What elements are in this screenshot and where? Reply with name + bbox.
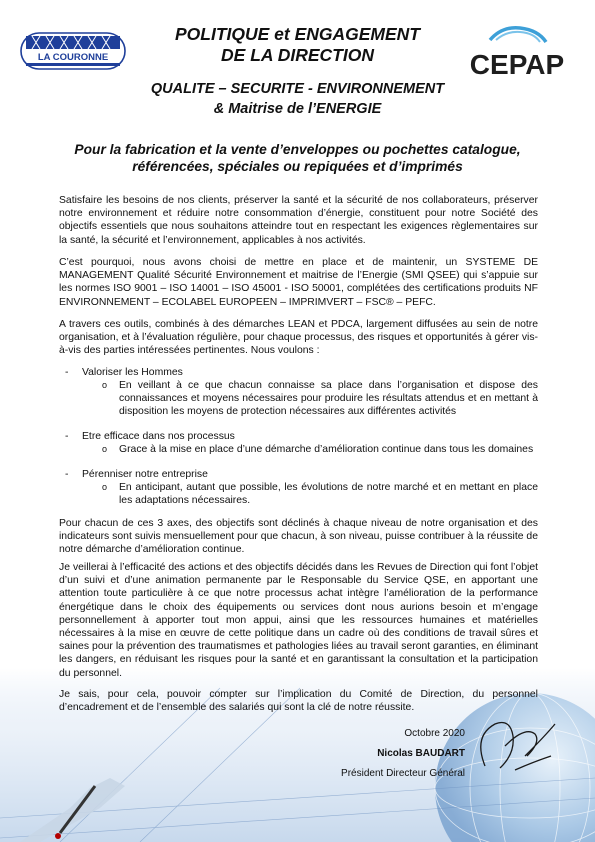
subtitle-line-2: & Maitrise de l’ENERGIE <box>213 101 382 117</box>
signature-date: Octobre 2020 <box>404 728 465 739</box>
bullet-circle-icon: o <box>102 444 108 454</box>
bullet-dash: - <box>65 431 69 442</box>
bullet-circle-icon: o <box>102 380 108 390</box>
title-line-1: POLITIQUE et ENGAGEMENT <box>174 24 421 44</box>
la-couronne-logo <box>20 32 126 70</box>
paragraph-commitment: Je veillerai à l’efficacité des actions et des objectifs décidés dans les Revues de Direction qui font l’objet d’un suivi et d’une animation permanente par le Responsable du Service QSE, en apportant une attention toute particulière à ce que notre processus achat intègre l’amélioration de la performance énergétique dans le choix des équipements ou services dont nous aurions besoin et m’engage personnellement à apporter tout mon appui, ainsi que les ressources humaines et matérielles nécessaires à la mise en œuvre de cette politique dans un cadre où des conditions de travail sûres et saines pour la prévention des traumatismes et pathologies liées au travail seront garanties, en éliminant les dangers, en réduisant les risques pour la santé et en garantissant la consultation et la participation du personnel. <box>59 562 538 679</box>
paragraph-needs: Satisfaire les besoins de nos clients, préserver la santé et la sécurité de nos collaborateurs, préserver notre environnement et réduire notre consommation d’énergie, constituent pour notre Société des objectifs essentiels que nous souhaitons atteindre tout en respectant les exigences règlementaires sur la santé, la sécurité et l’environnement, applicables à nos activités. <box>59 195 538 246</box>
paragraph-management-system: C’est pourquoi, nous avons choisi de mettre en place et de maintenir, un SYSTEME DE MANAGEMENT Qualité Sécurité Environnement et maitrise de l’Energie (SMI QSEE) qui s’appuie sur les normes ISO 9001 – ISO 14001 – ISO 45001 - ISO 50001, complétées des certifications produits NF ENVIRONNEMENT – ECOLABEL EUROPEEN – IMPRIMVERT – FSC® – PEFC. <box>59 257 538 308</box>
scope-line-1: Pour la fabrication et la vente d’enveloppes ou pochettes catalogue, <box>74 142 521 157</box>
scope-line-2: référencées, spéciales ou repiquées et d’imprimés <box>132 159 463 174</box>
signatory-role: Président Directeur Général <box>341 768 465 779</box>
cepap-logo-text: CEPAP <box>469 49 565 80</box>
paragraph-objectives: Pour chacun de ces 3 axes, des objectifs sont déclinés à chaque niveau de notre organisation et des indicateurs sont suivis mensuellement pour que chacun, à son niveau, puisse contribuer à la réussite de notre démarche d’amélioration continue. <box>59 518 538 556</box>
axis-title: Etre efficace dans nos processus <box>82 431 235 442</box>
bullet-circle-icon: o <box>102 482 108 492</box>
handwritten-signature <box>455 706 565 786</box>
axis-detail: Grace à la mise en place d’une démarche d’amélioration continue dans tous les domaines <box>119 444 534 455</box>
axis-title: Pérenniser notre entreprise <box>82 469 208 480</box>
bullet-dash: - <box>65 469 69 480</box>
title-line-2: DE LA DIRECTION <box>221 45 374 65</box>
bullet-dash: - <box>65 367 69 378</box>
subtitle-line-1: QUALITE – SECURITE - ENVIRONNEMENT <box>150 81 445 97</box>
paragraph-trust: Je sais, pour cela, pouvoir compter sur l’implication du Comité de Direction, du personnel d’encadrement et de l’ensemble des salariés qui sont la clé de notre réussite. <box>59 689 538 714</box>
axis-detail: En veillant à ce que chacun connaisse sa place dans l’organisation et dispose des connaissances et moyens nécessaires pour produire les résultats attendus et en mettant à disposition les moyens de protection nécessaires aux différentes activités <box>119 380 538 418</box>
cepap-logo <box>450 22 585 86</box>
paragraph-tools: A travers ces outils, combinés à des démarches LEAN et PDCA, largement diffusées au sein de notre organisation, et à l’évaluation régulière, pour chaque processus, des risques et opportunités à gérer vis-à-vis des parties intéressées pertinentes. Nous voulons : <box>59 319 538 357</box>
la-couronne-logo-text: LA COURONNE <box>37 52 109 63</box>
axis-title: Valoriser les Hommes <box>82 367 183 378</box>
signatory-name: Nicolas BAUDART <box>377 748 465 759</box>
axis-detail: En anticipant, autant que possible, les évolutions de notre marché et en mettant en place les adaptations nécessaires. <box>119 482 538 507</box>
